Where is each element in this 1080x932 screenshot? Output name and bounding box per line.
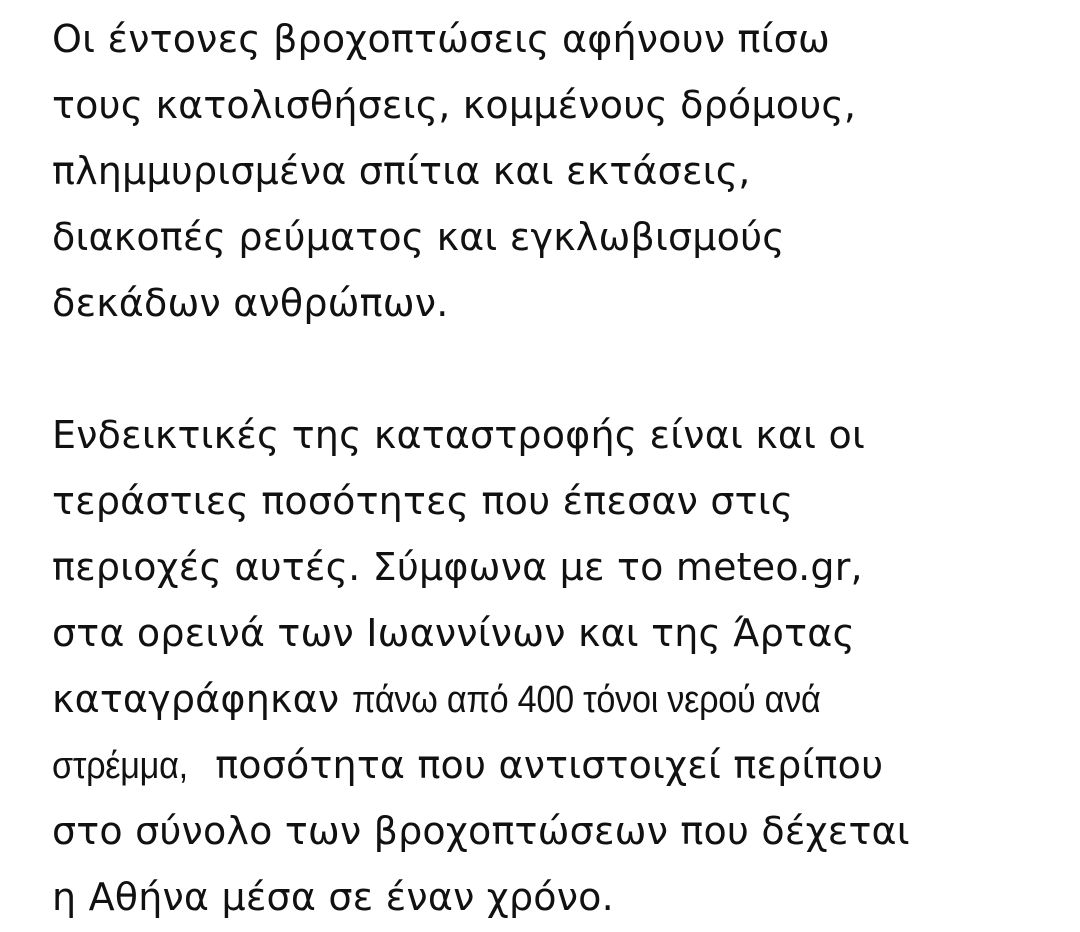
text-line-mixed bbox=[52, 666, 1062, 732]
article-body bbox=[52, 6, 1062, 930]
text-line: στο σύνολο των βροχοπτώσεων που δέχεται bbox=[52, 809, 910, 853]
paragraph-2 bbox=[52, 402, 1062, 930]
text-line: περιοχές αυτές. Σύμφωνα με το meteo.gr, bbox=[52, 545, 863, 589]
text-line: στα ορεινά των Ιωαννίνων και της Άρτας bbox=[52, 611, 855, 655]
text-segment-condensed: πάνω από 400 τόνοι νερού ανά bbox=[351, 679, 821, 721]
text-segment-regular: ποσότητα που αντιστοιχεί περίπου bbox=[215, 743, 884, 787]
text-line: Ενδεικτικές της καταστροφής είναι και οι bbox=[52, 413, 866, 457]
text-line: δεκάδων ανθρώπων. bbox=[52, 281, 449, 325]
text-segment-condensed: στρέμμα, bbox=[52, 745, 188, 787]
text-line: πλημμυρισμένα σπίτια και εκτάσεις, bbox=[52, 149, 751, 193]
text-segment-regular: καταγράφηκαν bbox=[52, 677, 340, 721]
text-line-mixed bbox=[52, 732, 1062, 798]
text-line: τους κατολισθήσεις, κομμένους δρόμους, bbox=[52, 83, 857, 127]
text-line: διακοπές ρεύματος και εγκλωβισμούς bbox=[52, 215, 785, 259]
paragraph-1 bbox=[52, 6, 1062, 336]
text-line: τεράστιες ποσότητες που έπεσαν στις bbox=[52, 479, 794, 523]
text-line: Οι έντονες βροχοπτώσεις αφήνουν πίσω bbox=[52, 17, 830, 61]
text-line: η Αθήνα μέσα σε έναν χρόνο. bbox=[52, 875, 614, 919]
